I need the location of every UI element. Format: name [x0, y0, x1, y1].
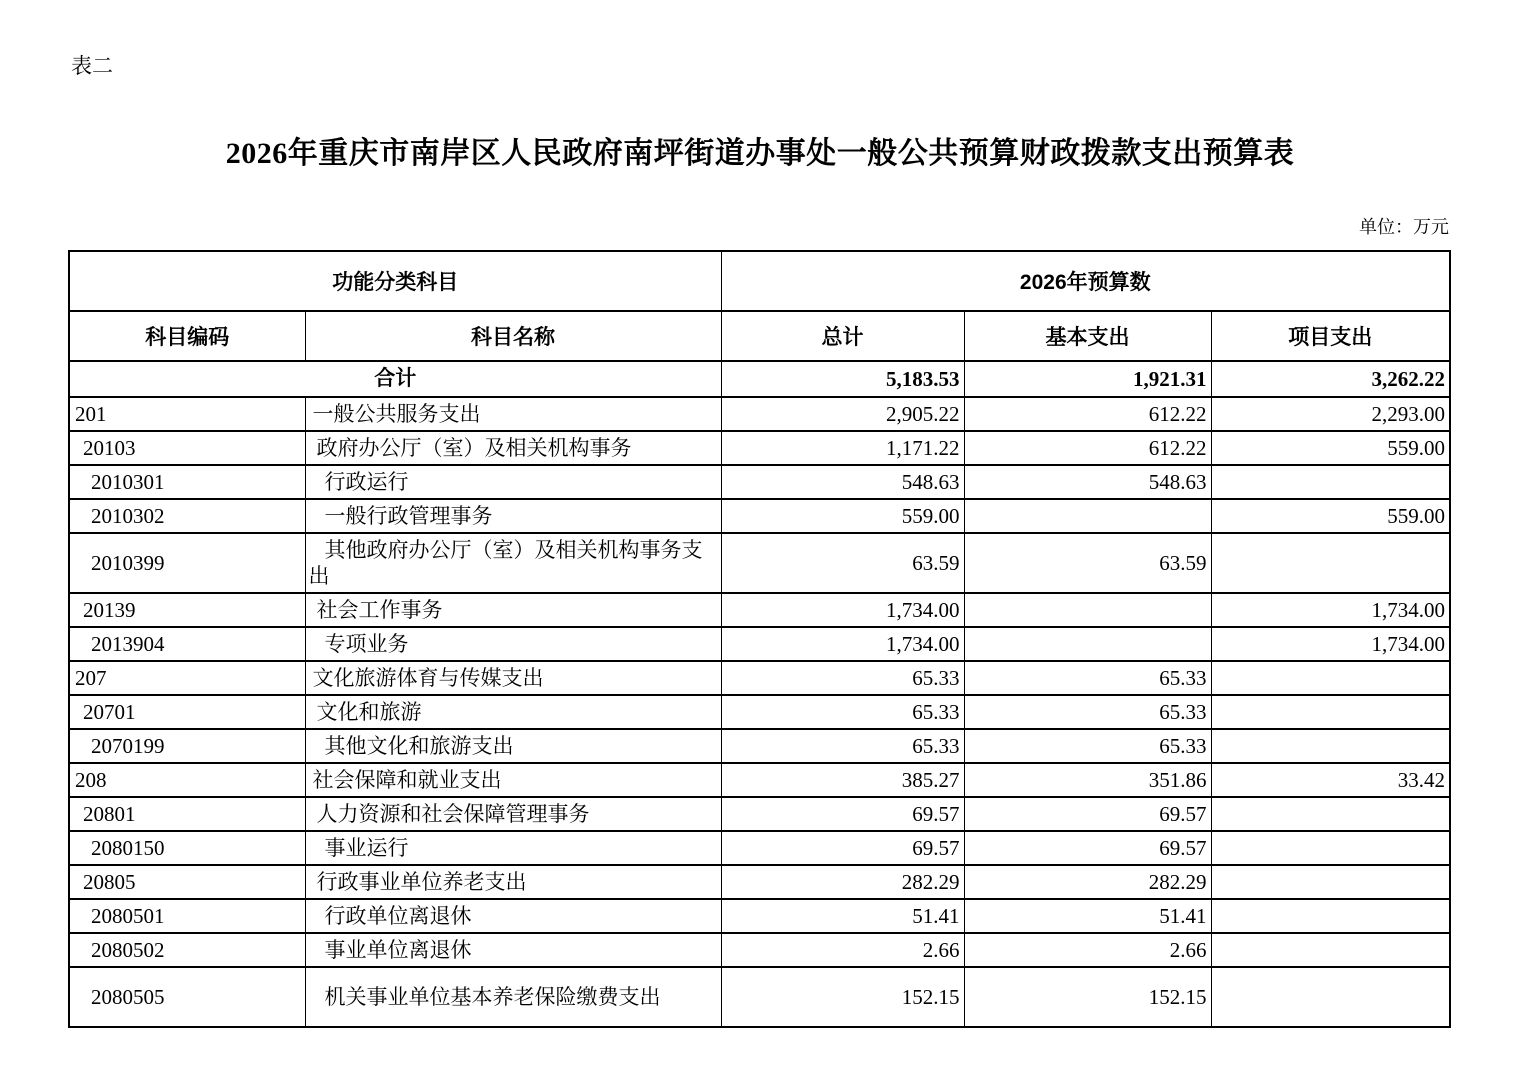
name-cell: 文化旅游体育与传媒支出	[305, 661, 721, 695]
code-cell: 2080502	[69, 933, 305, 967]
header-function-group: 功能分类科目	[69, 251, 721, 311]
code-cell: 2080501	[69, 899, 305, 933]
total-cell: 548.63	[721, 465, 964, 499]
project-cell: 559.00	[1211, 499, 1450, 533]
grand-total-project: 3,262.22	[1211, 361, 1450, 397]
basic-cell	[964, 499, 1211, 533]
table-header	[69, 251, 1450, 361]
basic-cell: 282.29	[964, 865, 1211, 899]
page-title: 2026年重庆市南岸区人民政府南坪街道办事处一般公共预算财政拨款支出预算表	[225, 137, 1295, 170]
total-cell: 65.33	[721, 729, 964, 763]
table-row	[69, 593, 1450, 627]
total-cell: 385.27	[721, 763, 964, 797]
header-basic: 基本支出	[964, 311, 1211, 361]
table-row	[69, 695, 1450, 729]
grand-total-basic: 1,921.31	[964, 361, 1211, 397]
project-cell	[1211, 865, 1450, 899]
header-group-row	[69, 251, 1450, 311]
basic-cell: 351.86	[964, 763, 1211, 797]
code-cell: 2080505	[69, 967, 305, 1027]
basic-cell: 65.33	[964, 661, 1211, 695]
code-cell: 20805	[69, 865, 305, 899]
name-cell: 一般行政管理事务	[305, 499, 721, 533]
basic-cell: 548.63	[964, 465, 1211, 499]
basic-cell: 65.33	[964, 729, 1211, 763]
total-cell: 282.29	[721, 865, 964, 899]
project-cell: 2,293.00	[1211, 397, 1450, 431]
name-cell: 文化和旅游	[305, 695, 721, 729]
project-cell	[1211, 899, 1450, 933]
total-cell: 65.33	[721, 695, 964, 729]
grand-total-label: 合计	[69, 361, 721, 397]
header-columns-row	[69, 311, 1450, 361]
table-row	[69, 865, 1450, 899]
table-row	[69, 431, 1450, 465]
name-cell: 事业运行	[305, 831, 721, 865]
basic-cell: 51.41	[964, 899, 1211, 933]
table-row	[69, 465, 1450, 499]
project-cell: 1,734.00	[1211, 593, 1450, 627]
basic-cell: 612.22	[964, 397, 1211, 431]
grand-total-total: 5,183.53	[721, 361, 964, 397]
table-row	[69, 797, 1450, 831]
project-cell	[1211, 933, 1450, 967]
total-cell: 65.33	[721, 661, 964, 695]
project-cell: 1,734.00	[1211, 627, 1450, 661]
basic-cell: 612.22	[964, 431, 1211, 465]
total-cell: 2.66	[721, 933, 964, 967]
name-cell: 机关事业单位基本养老保险缴费支出	[305, 967, 721, 1027]
project-cell	[1211, 831, 1450, 865]
sheet-label: 表二	[71, 54, 113, 78]
total-cell: 1,171.22	[721, 431, 964, 465]
table-row	[69, 661, 1450, 695]
basic-cell: 152.15	[964, 967, 1211, 1027]
project-cell	[1211, 533, 1450, 593]
table-row	[69, 533, 1450, 593]
basic-cell	[964, 593, 1211, 627]
table-row	[69, 499, 1450, 533]
header-code: 科目编码	[69, 311, 305, 361]
code-cell: 20139	[69, 593, 305, 627]
table-row	[69, 397, 1450, 431]
total-cell: 51.41	[721, 899, 964, 933]
basic-cell: 69.57	[964, 831, 1211, 865]
name-cell: 行政运行	[305, 465, 721, 499]
code-cell: 2010301	[69, 465, 305, 499]
code-cell: 2013904	[69, 627, 305, 661]
budget-table	[68, 250, 1451, 1028]
table-row	[69, 627, 1450, 661]
total-cell: 63.59	[721, 533, 964, 593]
project-cell	[1211, 797, 1450, 831]
total-cell: 69.57	[721, 797, 964, 831]
total-cell: 1,734.00	[721, 593, 964, 627]
header-project: 项目支出	[1211, 311, 1450, 361]
table-row	[69, 763, 1450, 797]
project-cell	[1211, 465, 1450, 499]
basic-cell: 63.59	[964, 533, 1211, 593]
name-cell: 一般公共服务支出	[305, 397, 721, 431]
table-row	[69, 967, 1450, 1027]
name-cell: 行政事业单位养老支出	[305, 865, 721, 899]
total-cell: 69.57	[721, 831, 964, 865]
name-cell: 其他文化和旅游支出	[305, 729, 721, 763]
name-cell: 政府办公厅（室）及相关机构事务	[305, 431, 721, 465]
total-cell: 2,905.22	[721, 397, 964, 431]
header-name: 科目名称	[305, 311, 721, 361]
basic-cell: 65.33	[964, 695, 1211, 729]
code-cell: 2080150	[69, 831, 305, 865]
project-cell	[1211, 695, 1450, 729]
name-cell: 人力资源和社会保障管理事务	[305, 797, 721, 831]
total-cell: 559.00	[721, 499, 964, 533]
name-cell: 专项业务	[305, 627, 721, 661]
basic-cell: 69.57	[964, 797, 1211, 831]
project-cell	[1211, 661, 1450, 695]
total-cell: 152.15	[721, 967, 964, 1027]
project-cell	[1211, 729, 1450, 763]
header-total: 总计	[721, 311, 964, 361]
name-cell: 其他政府办公厅（室）及相关机构事务支出	[305, 533, 721, 593]
table-body	[69, 361, 1450, 1027]
grand-total-row	[69, 361, 1450, 397]
table-row	[69, 933, 1450, 967]
table-row	[69, 831, 1450, 865]
code-cell: 20701	[69, 695, 305, 729]
code-cell: 2070199	[69, 729, 305, 763]
project-cell: 33.42	[1211, 763, 1450, 797]
code-cell: 208	[69, 763, 305, 797]
basic-cell: 2.66	[964, 933, 1211, 967]
name-cell: 社会保障和就业支出	[305, 763, 721, 797]
code-cell: 207	[69, 661, 305, 695]
name-cell: 事业单位离退休	[305, 933, 721, 967]
project-cell	[1211, 967, 1450, 1027]
project-cell: 559.00	[1211, 431, 1450, 465]
unit-note: 单位：万元	[1359, 217, 1449, 237]
code-cell: 2010399	[69, 533, 305, 593]
code-cell: 20801	[69, 797, 305, 831]
total-cell: 1,734.00	[721, 627, 964, 661]
name-cell: 行政单位离退休	[305, 899, 721, 933]
table-row	[69, 899, 1450, 933]
header-budget-group: 2026年预算数	[721, 251, 1450, 311]
table-row	[69, 729, 1450, 763]
basic-cell	[964, 627, 1211, 661]
code-cell: 201	[69, 397, 305, 431]
code-cell: 2010302	[69, 499, 305, 533]
name-cell: 社会工作事务	[305, 593, 721, 627]
code-cell: 20103	[69, 431, 305, 465]
